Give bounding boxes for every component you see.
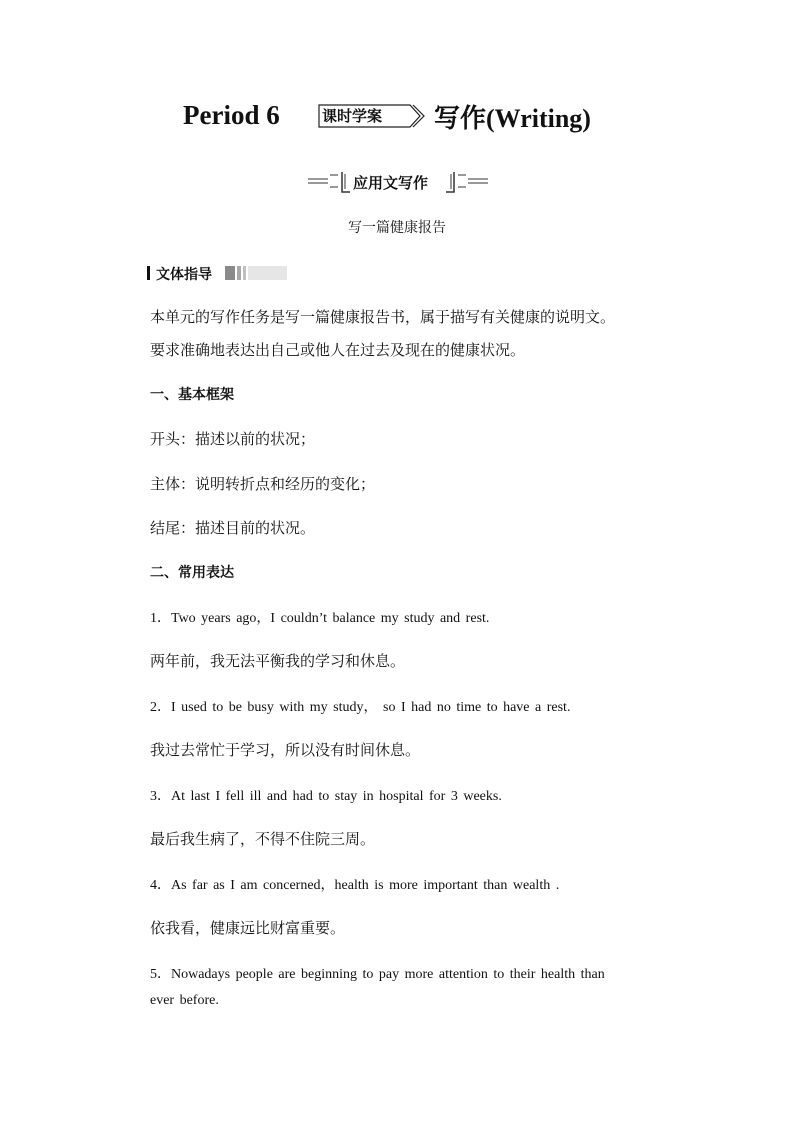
lesson-tag-label: 课时学案 [322,107,383,125]
expression-en: 4．As far as I am concerned，health is more important than wealth . [150,878,560,893]
writing-title-zh: 写作 [434,104,487,134]
label-marker-icon [147,266,150,280]
intro-line-1: 本单元的写作任务是写一篇健康报告书，属于描写有关健康的说明文。 [150,308,616,326]
guide-label [147,264,307,282]
guide-label-text: 文体指导 [156,267,212,283]
expression-en: 2．I used to be busy with my study， so I had no time to have a rest. [150,700,571,715]
label-stripe-icon [225,266,287,280]
framework-item: 开头：描述以前的状况； [150,430,316,448]
period-title: Period 6 [183,100,280,130]
expression-en: 3．At last I fell ill and had to stay in hospital for 3 weeks. [150,789,502,804]
writing-title-en: (Writing) [486,104,591,133]
page-title [0,96,794,140]
expression-zh: 依我看，健康远比财富重要。 [150,919,346,937]
framework-item: 主体：说明转折点和经历的变化； [150,475,376,493]
section-banner [308,170,488,194]
expressions-heading: 二、常用表达 [150,565,234,581]
lesson-tag [318,104,428,128]
expression-zh: 我过去常忙于学习，所以没有时间休息。 [150,741,421,759]
banner-label: 应用文写作 [353,174,429,192]
expression-en: 5．Nowadays people are beginning to pay more attention to their health than [150,967,605,982]
framework-heading: 一、基本框架 [150,387,234,403]
expression-zh: 最后我生病了，不得不住院三周。 [150,830,376,848]
document-subtitle: 写一篇健康报告 [348,220,446,236]
expression-en: 1．Two years ago，I couldn’t balance my study and rest. [150,611,490,626]
expression-zh: 两年前，我无法平衡我的学习和休息。 [150,652,406,670]
writing-title [434,98,591,135]
framework-item: 结尾：描述目前的状况。 [150,519,316,537]
intro-line-2: 要求准确地表达出自己或他人在过去及现在的健康状况。 [150,341,526,359]
expression-en-continued: ever before. [150,993,219,1008]
